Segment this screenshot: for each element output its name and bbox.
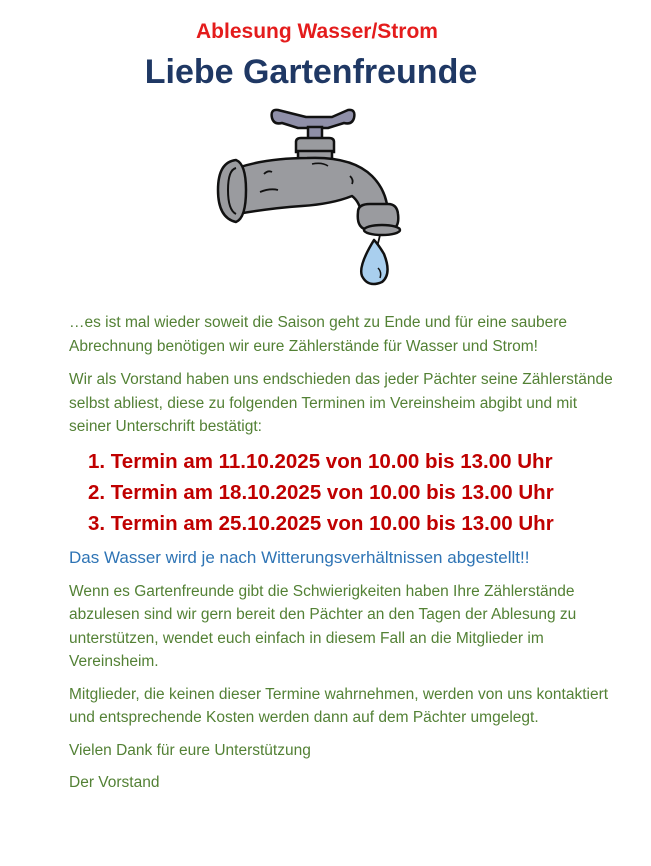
help-paragraph: Wenn es Gartenfreunde gibt die Schwierigkeiten haben Ihre Zählerstände abzulesen sind wir gern bereit den Pächter an den Tagen der Ablesung zu unterstützen, wendet euch einfach in diesem Fall an die Mitglieder im Vereinsheim. [69, 582, 577, 670]
termin-list [69, 446, 614, 539]
page-title: Liebe Gartenfreunde [144, 53, 478, 91]
termin-item: 3. Termin am 25.10.2025 von 10.00 bis 13.00 Uhr [88, 511, 554, 535]
subtitle-heading: Ablesung Wasser/Strom [196, 20, 438, 43]
consequence-paragraph: Mitglieder, die keinen dieser Termine wahrnehmen, werden von uns kontaktiert und entsprechende Kosten werden dann auf dem Pächter umgelegt. [69, 685, 609, 726]
intro-paragraph: …es ist mal wieder soweit die Saison geht zu Ende und für eine saubere Abrechnung benötigen wir eure Zählerstände für Wasser und Strom! [69, 314, 568, 355]
instruction-paragraph: Wir als Vorstand haben uns endschieden das jeder Pächter seine Zählerstände selbst abliest, diese zu folgenden Terminen im Vereinsheim abgibt und mit seiner Unterschrift bestätigt: [69, 371, 613, 435]
letter-body [69, 311, 614, 795]
termin-item: 1. Termin am 11.10.2025 von 10.00 bis 13.00 Uhr [88, 449, 553, 473]
thanks-line: Vielen Dank für eure Unterstützung [69, 741, 311, 759]
signature-line: Der Vorstand [69, 774, 160, 791]
termin-item: 2. Termin am 18.10.2025 von 10.00 bis 13.00 Uhr [88, 480, 554, 504]
water-shutoff-notice: Das Wasser wird je nach Witterungsverhältnissen abgestellt!! [69, 547, 530, 567]
water-faucet-icon [212, 104, 412, 294]
